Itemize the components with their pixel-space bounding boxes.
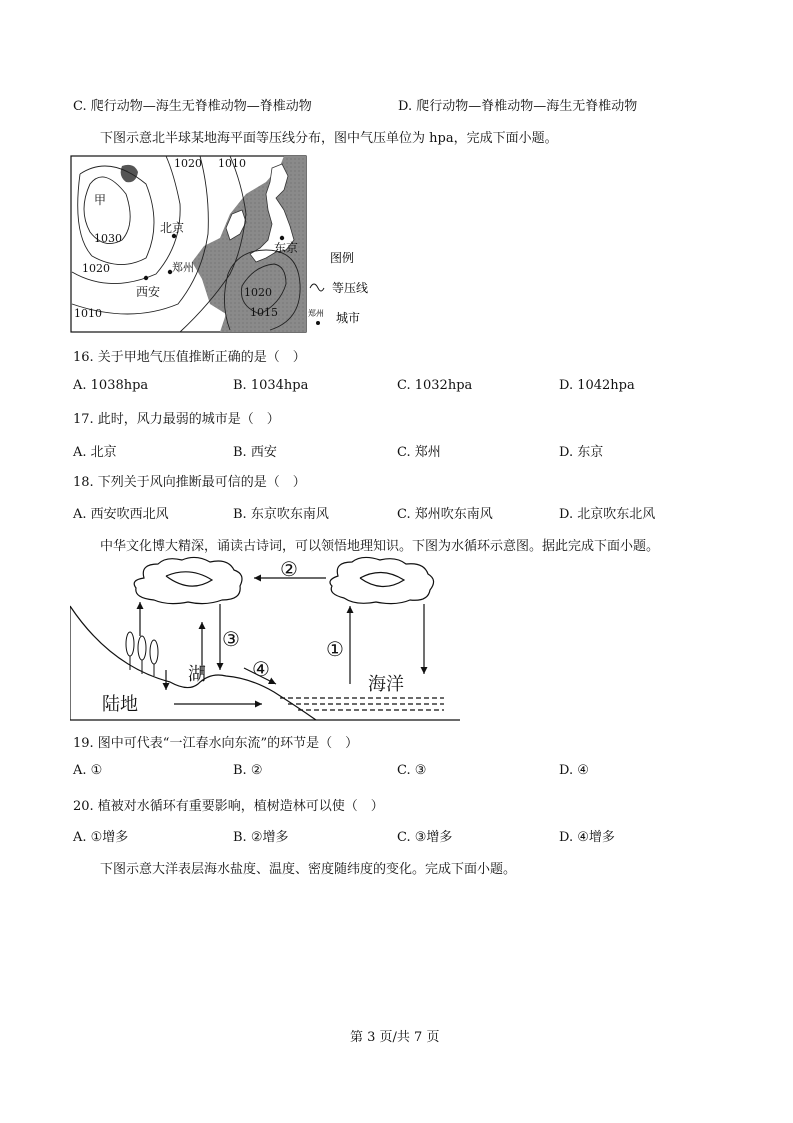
label-ocean: 海洋 (368, 674, 404, 695)
q17-option-d[interactable]: D. 东京 (559, 445, 604, 460)
pressure-map (70, 154, 390, 334)
map-legend (308, 250, 368, 325)
label-zhengzhou: 郑州 (172, 261, 194, 274)
page-footer: 第 3 页/共 7 页 (350, 1030, 440, 1045)
label-1010-bottom: 1010 (74, 307, 102, 320)
isobar-legend-icon (310, 284, 324, 291)
q20-stem: 20. 植被对水循环有重要影响，植树造林可以使（ ） (73, 799, 384, 814)
label-n3: ③ (222, 627, 240, 651)
q18-stem: 18. 下列关于风向推断最可信的是（ ） (73, 475, 306, 490)
legend-isobar: 等压线 (332, 281, 369, 295)
q17-stem: 17. 此时，风力最弱的城市是（ ） (73, 412, 280, 427)
q18-option-c[interactable]: C. 郑州吹东南风 (397, 507, 493, 522)
q18-option-b[interactable]: B. 东京吹东南风 (233, 507, 329, 522)
q16-option-d[interactable]: D. 1042hpa (559, 378, 635, 393)
label-1020-jp: 1020 (244, 286, 272, 299)
intro-ocean: 下图示意大洋表层海水盐度、温度、密度随纬度的变化。完成下面小题。 (100, 862, 517, 877)
q17-option-b[interactable]: B. 西安 (233, 445, 277, 460)
q17-option-a[interactable]: A. 北京 (73, 445, 117, 460)
q20-option-d[interactable]: D. ④增多 (559, 830, 615, 845)
q20-option-c[interactable]: C. ③增多 (397, 830, 453, 845)
label-tokyo: 东京 (274, 241, 299, 255)
label-1030: 1030 (94, 232, 122, 245)
legend-city-sample: 郑州 (308, 309, 324, 318)
intro-water: 中华文化博大精深，诵读古诗词，可以领悟地理知识。下图为水循环示意图。据此完成下面小题。 (100, 539, 660, 554)
q19-option-d[interactable]: D. ④ (559, 763, 589, 778)
label-1020-top: 1020 (174, 157, 202, 170)
q18-option-a[interactable]: A. 西安吹西北风 (73, 507, 169, 522)
q16-option-c[interactable]: C. 1032hpa (397, 378, 473, 393)
label-xian: 西安 (136, 285, 161, 299)
q17-option-c[interactable]: C. 郑州 (397, 445, 441, 460)
q19-option-a[interactable]: A. ① (73, 763, 103, 778)
label-jia: 甲 (94, 193, 107, 207)
label-beijing: 北京 (160, 221, 185, 235)
intro-pressure: 下图示意北半球某地海平面等压线分布，图中气压单位为 hpa，完成下面小题。 (100, 131, 558, 146)
q16-option-a[interactable]: A. 1038hpa (73, 378, 149, 393)
label-n4: ④ (252, 657, 270, 681)
q15-option-d: D. 爬行动物—脊椎动物—海生无脊椎动物 (398, 99, 638, 114)
q19-option-b[interactable]: B. ② (233, 763, 263, 778)
q20-option-a[interactable]: A. ①增多 (73, 830, 129, 845)
label-1020-left: 1020 (82, 262, 110, 275)
cloud-sea (330, 557, 434, 603)
q20-option-b[interactable]: B. ②增多 (233, 830, 289, 845)
tokyo-dot (280, 236, 284, 240)
cloud-land-inner (166, 572, 212, 586)
water-cycle-diagram (70, 556, 462, 724)
xian-dot (144, 276, 148, 280)
label-land: 陆地 (102, 694, 138, 715)
cloud-land (134, 557, 242, 603)
label-lake: 湖 (188, 664, 206, 685)
legend-city-dot (316, 321, 320, 325)
label-1010-top: 1010 (218, 157, 246, 170)
q16-stem: 16. 关于甲地气压值推断正确的是（ ） (73, 350, 306, 365)
cloud-sea-inner (360, 572, 404, 586)
q18-option-d[interactable]: D. 北京吹东北风 (559, 507, 656, 522)
q19-stem: 19. 图中可代表“一江春水向东流”的环节是（ ） (73, 736, 359, 751)
q16-option-b[interactable]: B. 1034hpa (233, 378, 309, 393)
label-1015: 1015 (250, 306, 278, 319)
legend-city: 城市 (336, 311, 361, 325)
q15-option-c: C. 爬行动物—海生无脊椎动物—脊椎动物 (73, 99, 312, 114)
label-n1: ① (326, 637, 344, 661)
q19-option-c[interactable]: C. ③ (397, 763, 427, 778)
label-n2: ② (280, 557, 298, 581)
legend-title: 图例 (330, 251, 355, 265)
